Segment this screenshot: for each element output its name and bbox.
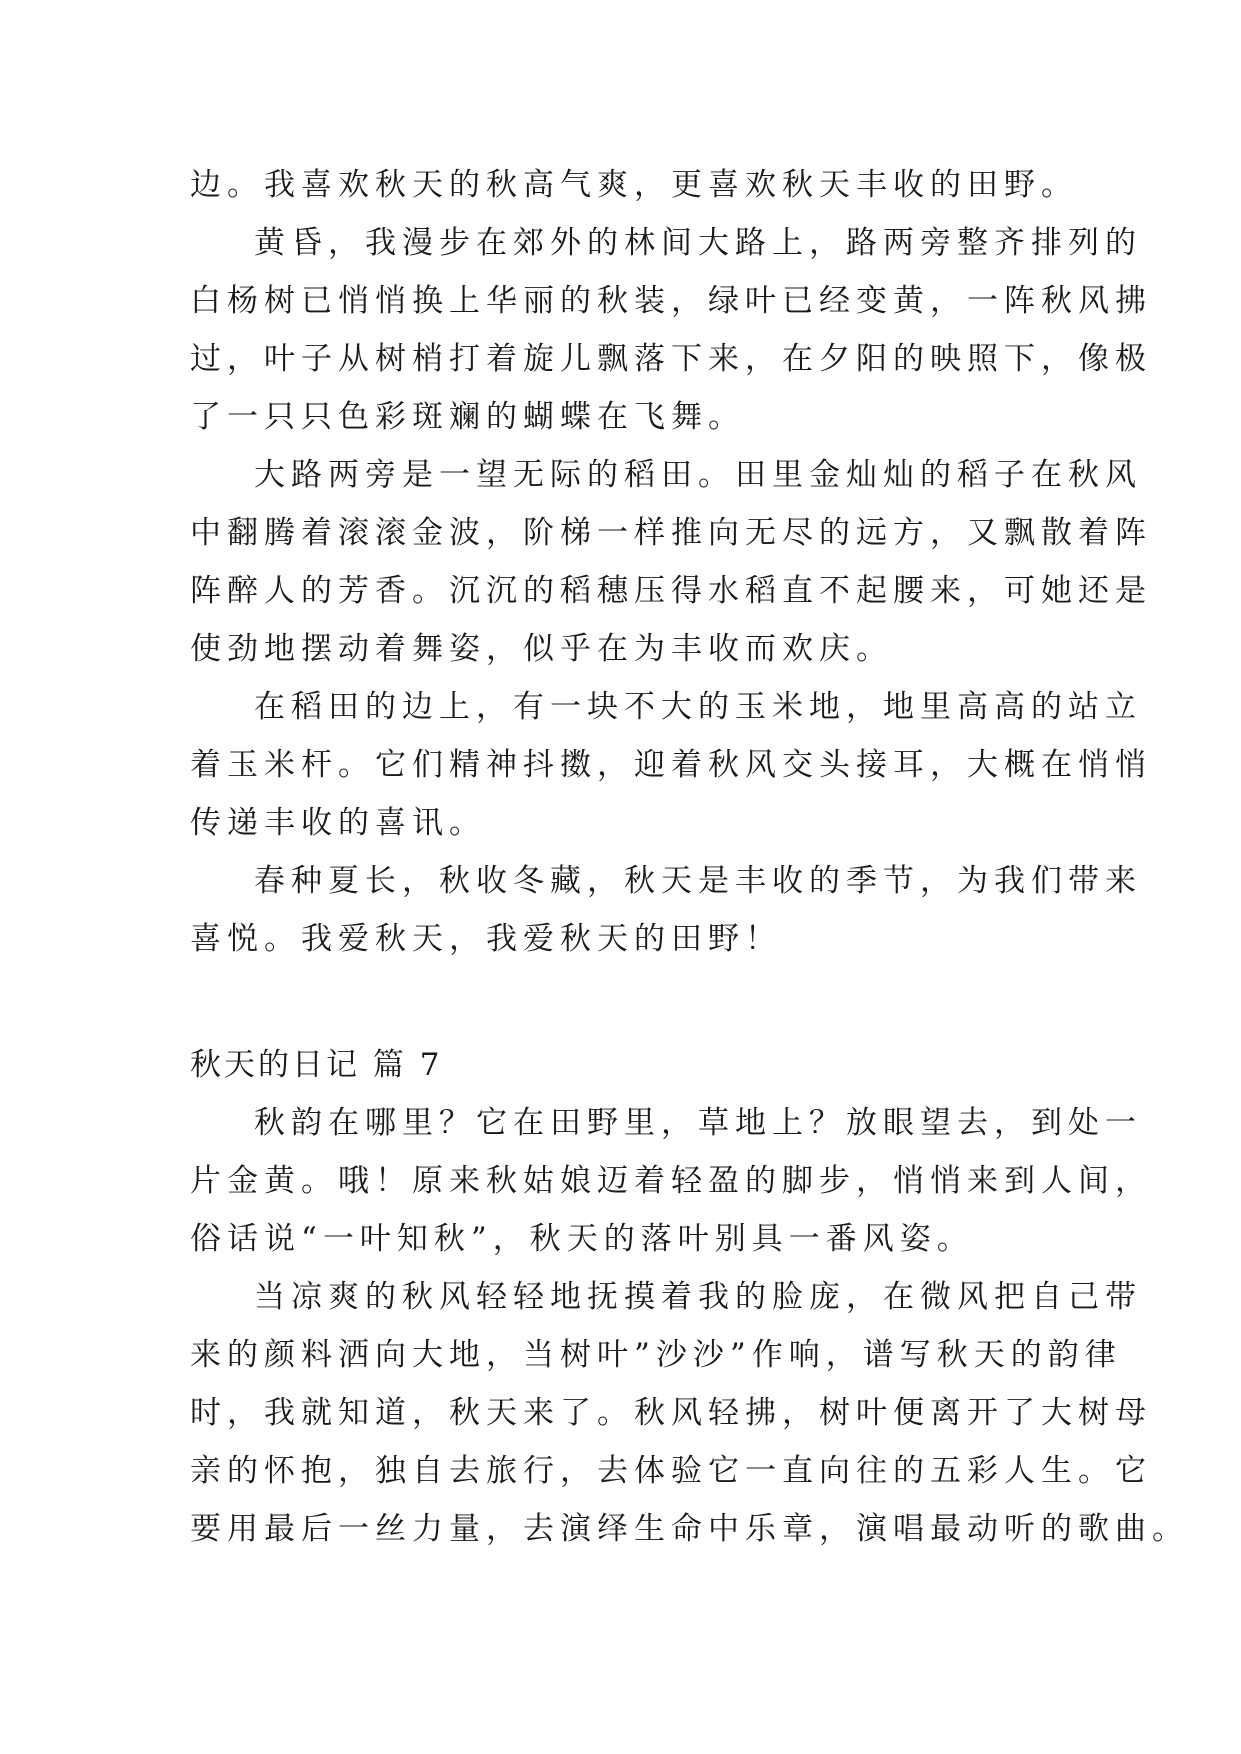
text-line: 中翻腾着滚滚金波，阶梯一样推向无尽的远方，又飘散着阵 xyxy=(190,515,1152,551)
text-line: 亲的怀抱，独自去旅行，去体验它一直向往的五彩人生。它 xyxy=(190,1453,1152,1489)
text-line: 秋韵在哪里？它在田野里，草地上？放眼望去，到处一 xyxy=(254,1105,1142,1141)
text-line: 要用最后一丝力量，去演绎生命中乐章，演唱最动听的歌曲。 xyxy=(190,1511,1189,1547)
text-line: 黄昏，我漫步在郊外的林间大路上，路两旁整齐排列的 xyxy=(254,225,1142,261)
text-line: 阵醉人的芳香。沉沉的稻穗压得水稻直不起腰来，可她还是 xyxy=(190,573,1152,609)
text-line: 使劲地摆动着舞姿，似乎在为丰收而欢庆。 xyxy=(190,631,893,667)
text-line: 俗话说“一叶知秋”，秋天的落叶别具一番风姿。 xyxy=(190,1221,974,1257)
text-line: 边。我喜欢秋天的秋高气爽，更喜欢秋天丰收的田野。 xyxy=(190,167,1078,203)
text-line: 大路两旁是一望无际的稻田。田里金灿灿的稻子在秋风 xyxy=(254,457,1142,493)
text-line: 来的颜料洒向大地，当树叶”沙沙”作响，谱写秋天的韵律 xyxy=(190,1337,1122,1373)
text-line: 传递丰收的喜讯。 xyxy=(190,805,486,841)
text-line: 过，叶子从树梢打着旋儿飘落下来，在夕阳的映照下，像极 xyxy=(190,341,1152,377)
text-line: 喜悦。我爱秋天，我爱秋天的田野！ xyxy=(190,921,782,957)
text-line: 春种夏长，秋收冬藏，秋天是丰收的季节，为我们带来 xyxy=(254,863,1142,899)
text-line: 当凉爽的秋风轻轻地抚摸着我的脸庞，在微风把自己带 xyxy=(254,1279,1142,1315)
text-line: 片金黄。哦！原来秋姑娘迈着轻盈的脚步，悄悄来到人间， xyxy=(190,1163,1152,1199)
text-line: 时，我就知道，秋天来了。秋风轻拂，树叶便离开了大树母 xyxy=(190,1395,1152,1431)
essay-part-two xyxy=(190,1094,1189,1558)
text-line: 在稻田的边上，有一块不大的玉米地，地里高高的站立 xyxy=(254,689,1142,725)
text-line: 着玉米杆。它们精神抖擞，迎着秋风交头接耳，大概在悄悄 xyxy=(190,747,1152,783)
section-heading: 秋天的日记 篇 7 xyxy=(190,1047,443,1083)
essay-part-one xyxy=(190,156,1152,968)
text-line: 白杨树已悄悄换上华丽的秋装，绿叶已经变黄，一阵秋风拂 xyxy=(190,283,1152,319)
text-line: 了一只只色彩斑斓的蝴蝶在飞舞。 xyxy=(190,399,745,435)
